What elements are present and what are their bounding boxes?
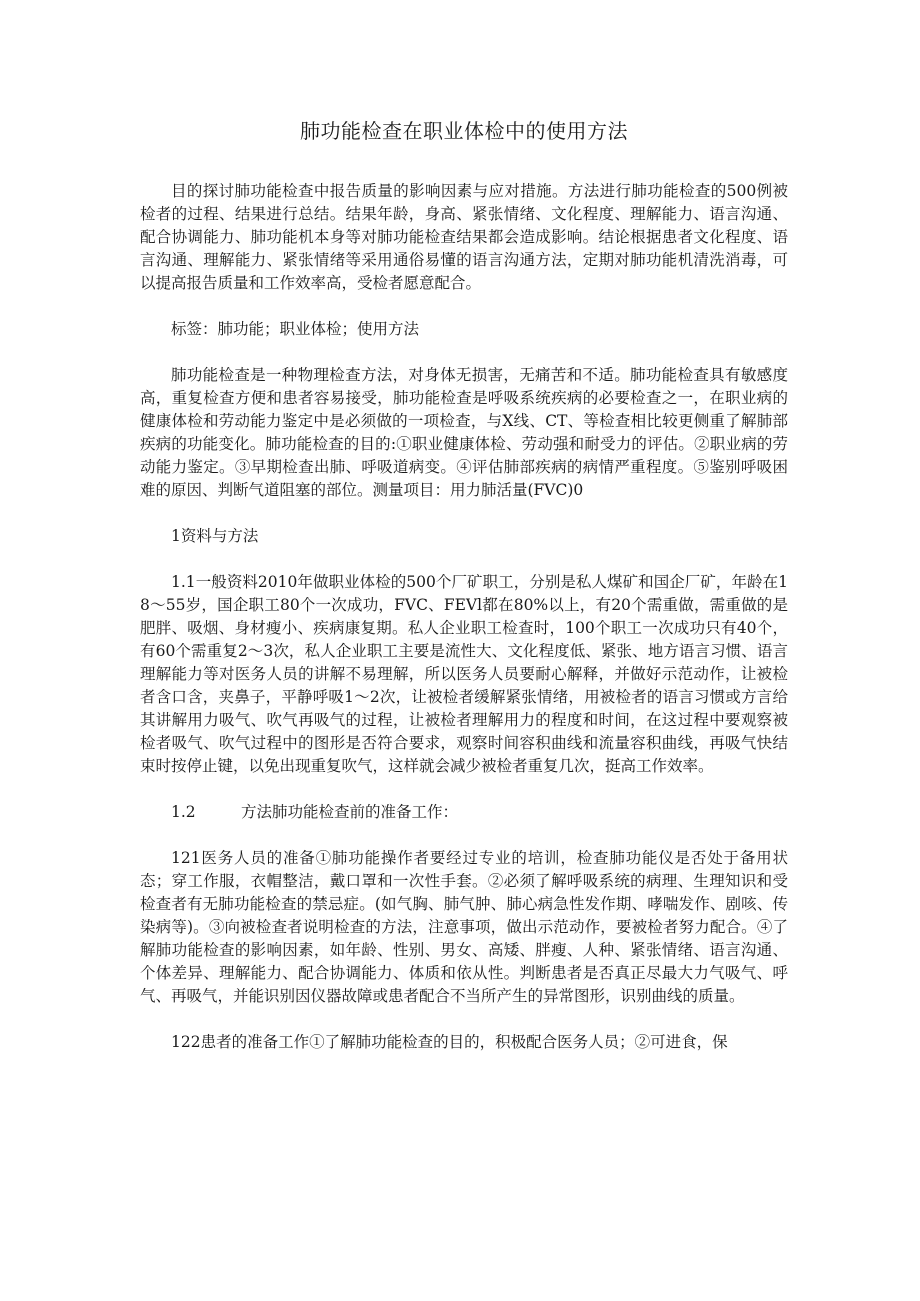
section-121-paragraph: 121医务人员的准备①肺功能操作者要经过专业的培训，检查肺功能仪是否处于备用状态；穿工作服，衣帽整洁，戴口罩和一次性手套。②必须了解呼吸系统的病理、生理知识和受检查者有无肺功能检查的禁忌症。(如气胸、肺气肿、肺心病急性发作期、哮喘发作、剧咳、传染病等)。③向被检查者说明检查的方法，注意事项，做出示范动作，要被检者努力配合。④了解肺功能检查的影响因素，如年龄、性别、男女、高矮、胖瘦、人种、紧张情绪、语言沟通、个体差异、理解能力、配合协调能力、体质和依从性。判断患者是否真正尽最大力气吸气、呼气、再吸气，并能识别因仪器故障或患者配合不当所产生的异常图形，识别曲线的质量。 [140, 849, 788, 1005]
section-1-1-paragraph: 1.1一般资料2010年做职业体检的500个厂矿职工，分别是私人煤矿和国企厂矿，年龄在18～55岁，国企职工80个一次成功，FVC、FEVl都在80%以上，有20个需重做，需重做的是肥胖、吸烟、身材瘦小、疾病康复期。私人企业职工检查时，100个职工一次成功只有40个，有60个需重复2～3次，私人企业职工主要是流性大、文化程度低、紧张、地方语言习惯、语言理解能力等对医务人员的讲解不易理解，所以医务人员要耐心解释，并做好示范动作，让被检者含口含，夹鼻子，平静呼吸1～2次，让被检者缓解紧张情绪，用被检者的语言习惯或方言给其讲解用力吸气、吹气再吸气的过程，让被检者理解用力的程度和时间，在这过程中要观察被检者吸气、吹气过程中的图形是否符合要求，观察时间容积曲线和流量容积曲线，再吸气快结束时按停止键，以免出现重复吹气，这样就会减少被检者重复几次，挺高工作效率。 [140, 573, 788, 775]
section-1-heading: 1资料与方法 [171, 527, 259, 545]
document-page [140, 116, 788, 1077]
section-1-2-number: 1.2 [171, 803, 196, 821]
section-122-paragraph: 122患者的准备工作①了解肺功能检查的目的，积极配合医务人员；②可进食，保 [171, 1033, 728, 1051]
keywords-line: 标签：肺功能；职业体检；使用方法 [171, 320, 420, 338]
intro-paragraph: 肺功能检查是一种物理检查方法，对身体无损害，无痛苦和不适。肺功能检查具有敏感度高，重复检查方便和患者容易接受，肺功能检查是呼吸系统疾病的必要检查之一，在职业病的健康体检和劳动能力鉴定中是必须做的一项检查，与X线、CT、等检查相比较更侧重了解肺部疾病的功能变化。肺功能检查的目的:①职业健康体检、劳动强和耐受力的评估。②职业病的劳动能力鉴定。③早期检查出肺、呼吸道病变。④评估肺部疾病的病情严重程度。⑤鉴别呼吸困难的原因、判断气道阻塞的部位。测量项目：用力肺活量(FVC)0 [140, 366, 788, 499]
abstract-paragraph: 目的探讨肺功能检查中报告质量的影响因素与应对措施。方法进行肺功能检查的500例被检者的过程、结果进行总结。结果年龄，身高、紧张情绪、文化程度、理解能力、语言沟通、配合协调能力、肺功能机本身等对肺功能检查结果都会造成影响。结论根据患者文化程度、语言沟通、理解能力、紧张情绪等采用通俗易懂的语言沟通方法，定期对肺功能机清洗消毒，可以提高报告质量和工作效率高，受检者愿意配合。 [140, 182, 788, 292]
document-title: 肺功能检查在职业体检中的使用方法 [300, 119, 628, 143]
section-1-2-heading [140, 801, 788, 824]
section-1-2-text: 方法肺功能检查前的准备工作： [241, 803, 459, 821]
